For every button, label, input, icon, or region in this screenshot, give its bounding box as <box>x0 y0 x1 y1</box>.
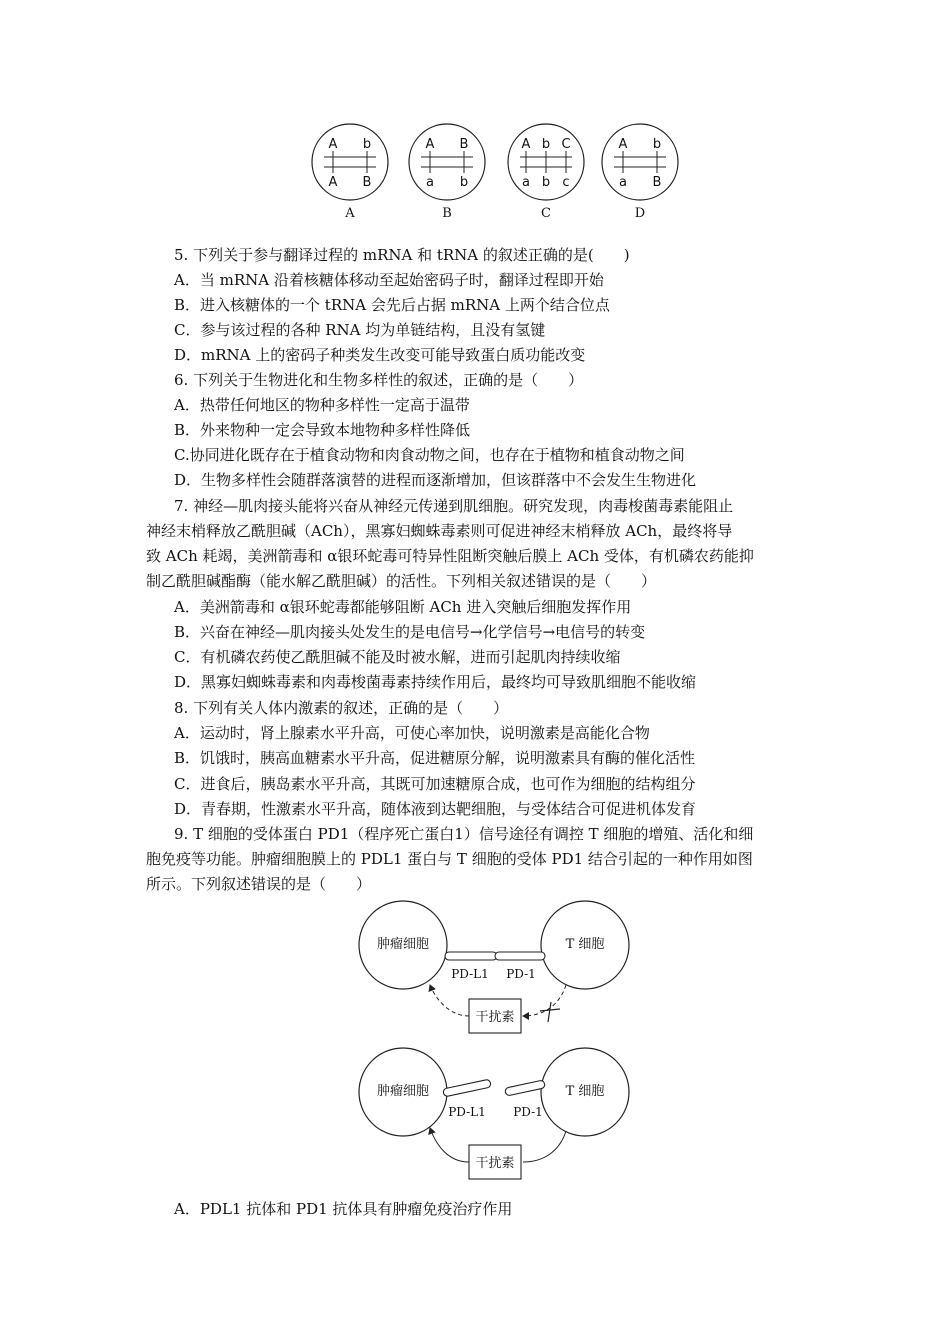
allele-top-label: A <box>328 137 338 152</box>
q6-option-c: C.协同进化既存在于植食动物和肉食动物之间，也存在于植物和植食动物之间 <box>174 446 685 464</box>
allele-bottom-label: A <box>328 175 338 190</box>
cell-option-label: C <box>541 206 551 221</box>
q9-option-a: A．PDL1 抗体和 PD1 抗体具有肿瘤免疫治疗作用 <box>174 1200 513 1218</box>
t-cell-label-top: T 细胞 <box>565 937 605 952</box>
q7-stem-line-3: 致 ACh 耗竭，美洲箭毒和 α银环蛇毒可特异性阻断突触后膜上 ACh 受体，有机磷农药能抑 <box>146 547 754 565</box>
allele-top-label: A <box>521 137 531 152</box>
allele-top-label: A <box>618 137 628 152</box>
pd1-rod-bottom <box>505 1080 546 1096</box>
allele-bottom-label: b <box>541 175 551 190</box>
interferon-label-bottom: 干扰素 <box>475 1156 515 1171</box>
solid-line-from-t-cell <box>523 1131 566 1162</box>
block-mark-vertical <box>548 1002 551 1022</box>
allele-top-label: b <box>362 137 372 152</box>
allele-bottom-label: a <box>522 175 530 190</box>
allele-top-label: A <box>425 137 435 152</box>
pdl1-rod-top <box>445 952 497 960</box>
q7-stem-line-2: 神经末梢释放乙酰胆碱（ACh），黑寡妇蜘蛛毒素则可促进神经末梢释放 ACh，最终将导 <box>146 522 733 540</box>
pd-diagram-bottom <box>359 1048 629 1179</box>
dashed-arrow-to-tumor <box>430 985 469 1016</box>
q9-stem-line-1: 9. T 细胞的受体蛋白 PD1（程序死亡蛋白1）信号途径有调控 T 细胞的增殖、活化和细 <box>174 825 754 843</box>
allele-bottom-label: a <box>619 175 627 190</box>
allele-top-label: b <box>652 137 662 152</box>
q6-option-a: A．热带任何地区的物种多样性一定高于温带 <box>174 396 470 414</box>
q9-stem-line-3: 所示。下列叙述错误的是（ ） <box>146 875 372 893</box>
q8-option-a: A．运动时，肾上腺素水平升高，可使心率加快，说明激素是高能化合物 <box>174 724 650 742</box>
allele-bottom-label: a <box>426 175 434 190</box>
q7-stem-line-1: 7. 神经—肌肉接头能将兴奋从神经元传递到肌细胞。研究发现，肉毒梭菌毒素能阻止 <box>174 497 734 515</box>
allele-bottom-label: B <box>652 175 662 190</box>
cell-option-label: A <box>345 206 355 221</box>
allele-top-label: C <box>561 137 571 152</box>
pd-diagram-top <box>359 901 629 1033</box>
q8-option-b: B．饥饿时，胰高血糖素水平升高，促进糖原分解，说明激素具有酶的催化活性 <box>174 749 696 767</box>
q8-option-d: D．青春期，性激素水平升高，随体液到达靶细胞，与受体结合可促进机体发育 <box>174 800 697 818</box>
pd1-rod-top <box>495 952 545 960</box>
q6-option-d: D．生物多样性会随群落演替的进程而逐渐增加，但该群落中不会发生生物进化 <box>174 471 697 489</box>
dashed-arrow-to-interferon <box>523 985 566 1016</box>
cell-option-label: D <box>634 206 646 221</box>
q6-option-b: B．外来物种一定会导致本地物种多样性降低 <box>174 421 471 439</box>
pdl1-label-top: PD-L1 <box>451 967 489 981</box>
solid-arrow-to-tumor <box>430 1128 469 1162</box>
interferon-label-top: 干扰素 <box>475 1010 515 1025</box>
tumor-cell-label-top: 肿瘤细胞 <box>376 937 430 952</box>
pdl1-rod-bottom <box>443 1079 492 1097</box>
q5-option-a: A．当 mRNA 沿着核糖体移动至起始密码子时，翻译过程即开始 <box>174 271 604 289</box>
t-cell-label-bottom: T 细胞 <box>565 1084 605 1099</box>
q7-stem-line-4: 制乙酰胆碱酯酶（能水解乙酰胆碱）的活性。下列相关叙述错误的是（ ） <box>146 572 657 590</box>
cell-option-label: B <box>442 206 452 221</box>
q8-option-c: C．进食后，胰岛素水平升高，其既可加速糖原合成，也可作为细胞的结构组分 <box>174 775 696 793</box>
allele-bottom-label: c <box>562 175 570 190</box>
allele-bottom-label: B <box>362 175 372 190</box>
allele-top-label: b <box>541 137 551 152</box>
q9-stem-line-2: 胞免疫等功能。肿瘤细胞膜上的 PDL1 蛋白与 T 细胞的受体 PD1 结合引起的一种作用如图 <box>146 850 753 868</box>
allele-top-label: B <box>459 137 469 152</box>
q7-option-b: B．兴奋在神经—肌肉接头处发生的是电信号→化学信号→电信号的转变 <box>174 623 646 641</box>
q7-option-c: C．有机磷农药使乙酰胆碱不能及时被水解，进而引起肌肉持续收缩 <box>174 648 621 666</box>
q5-stem: 5. 下列关于参与翻译过程的 mRNA 和 tRNA 的叙述正确的是( ) <box>174 246 630 264</box>
q7-option-d: D．黑寡妇蜘蛛毒素和肉毒梭菌毒素持续作用后，最终均可导致肌细胞不能收缩 <box>174 673 697 691</box>
q5-option-d: D．mRNA 上的密码子种类发生改变可能导致蛋白质功能改变 <box>174 346 586 364</box>
allele-bottom-label: b <box>459 175 469 190</box>
q5-option-b: B．进入核糖体的一个 tRNA 会先后占据 mRNA 上两个结合位点 <box>174 296 610 314</box>
q8-stem: 8. 下列有关人体内激素的叙述，正确的是（ ） <box>174 699 509 717</box>
pd1-label-bottom: PD-1 <box>513 1105 543 1119</box>
q6-stem: 6. 下列关于生物进化和生物多样性的叙述，正确的是（ ） <box>174 371 584 389</box>
q5-option-c: C．参与该过程的各种 RNA 均为单链结构，且没有氢键 <box>174 321 546 339</box>
pd1-label-top: PD-1 <box>506 967 536 981</box>
pdl1-label-bottom: PD-L1 <box>448 1105 486 1119</box>
q7-option-a: A．美洲箭毒和 α银环蛇毒都能够阻断 ACh 进入突触后细胞发挥作用 <box>174 598 632 616</box>
tumor-cell-label-bottom: 肿瘤细胞 <box>376 1084 430 1099</box>
